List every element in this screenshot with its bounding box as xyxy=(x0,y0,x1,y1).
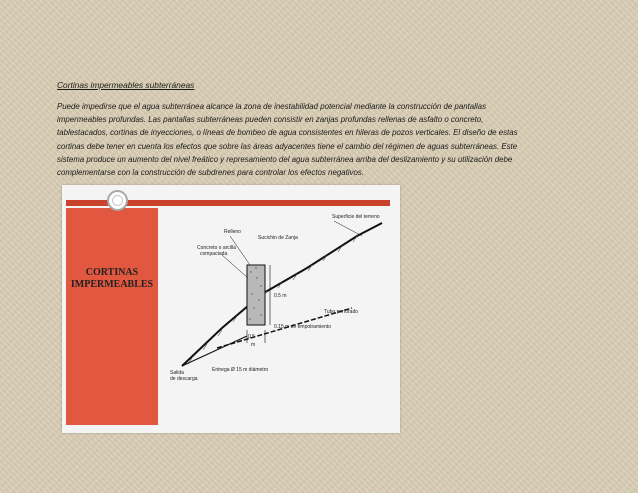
label-concreto: Concreto o arcilla xyxy=(197,245,236,251)
paragraph-line: Puede impedirse que el agua subterránea alcance la zona de inestabilidad potencial mediante la construcción de pantallas xyxy=(57,102,487,111)
paragraph-line: impermeables profundas. Las pantallas subterráneas pueden consistir en zanjas profundas rellenas de asfalto o concreto, xyxy=(57,115,484,125)
label-sucichin: Sucichin de Zanja xyxy=(258,235,298,241)
slide-image xyxy=(62,185,400,433)
slide-circle-ornament xyxy=(107,190,128,211)
paragraph-line: tablestacados, cortinas de inyecciones, o líneas de bombeo de agua consistentes en hileras de pozos verticales. El diseño de estas xyxy=(57,128,518,138)
document-heading: Cortinas impermeables subterráneas xyxy=(57,80,195,90)
cutoff-wall-diagram xyxy=(162,208,394,425)
label-empotramiento: 0.15 m de empotramiento xyxy=(274,324,331,330)
label-tubo: Tubo perforado xyxy=(324,309,359,315)
paragraph-line: sistema produce un aumento del nivel freático y represamiento del agua subterránea arriba del deslizamiento y su utilización debe xyxy=(57,154,513,164)
label-dim-m: m xyxy=(251,342,256,348)
label-salida: Salida xyxy=(170,370,184,376)
label-concreto: compactada xyxy=(200,251,228,257)
label-relleno: Relleno xyxy=(224,229,241,235)
slide-title xyxy=(66,267,158,291)
slide-title-line: CORTINAS xyxy=(85,267,139,278)
leader-superficie xyxy=(334,221,362,236)
label-salida: de descarga xyxy=(170,376,198,382)
slide-side-panel xyxy=(66,208,158,425)
document-paragraph xyxy=(57,100,587,179)
label-superficie: Superficie del terreno xyxy=(332,214,380,220)
label-entrega: Entrega Ø 15 m diámetro xyxy=(212,367,269,373)
slide-circle-inner xyxy=(112,195,123,206)
outlet-pipe xyxy=(182,336,247,366)
trench-wall xyxy=(247,265,265,325)
label-dim-05: 0.5 xyxy=(248,334,255,340)
leader-concreto xyxy=(222,255,248,278)
paragraph-line: complementarse con la construcción de subdrenes para controlar los efectos negativos. xyxy=(57,168,365,178)
paragraph-line: cortinas debe tener en cuenta los efectos que sobre las áreas adyacentes tiene el cambio del régimen de aguas subterráneas. Este xyxy=(57,141,518,151)
slide-title-line: IMPERMEABLES xyxy=(70,279,154,290)
label-dim-05m: 0.5 m xyxy=(274,293,287,299)
